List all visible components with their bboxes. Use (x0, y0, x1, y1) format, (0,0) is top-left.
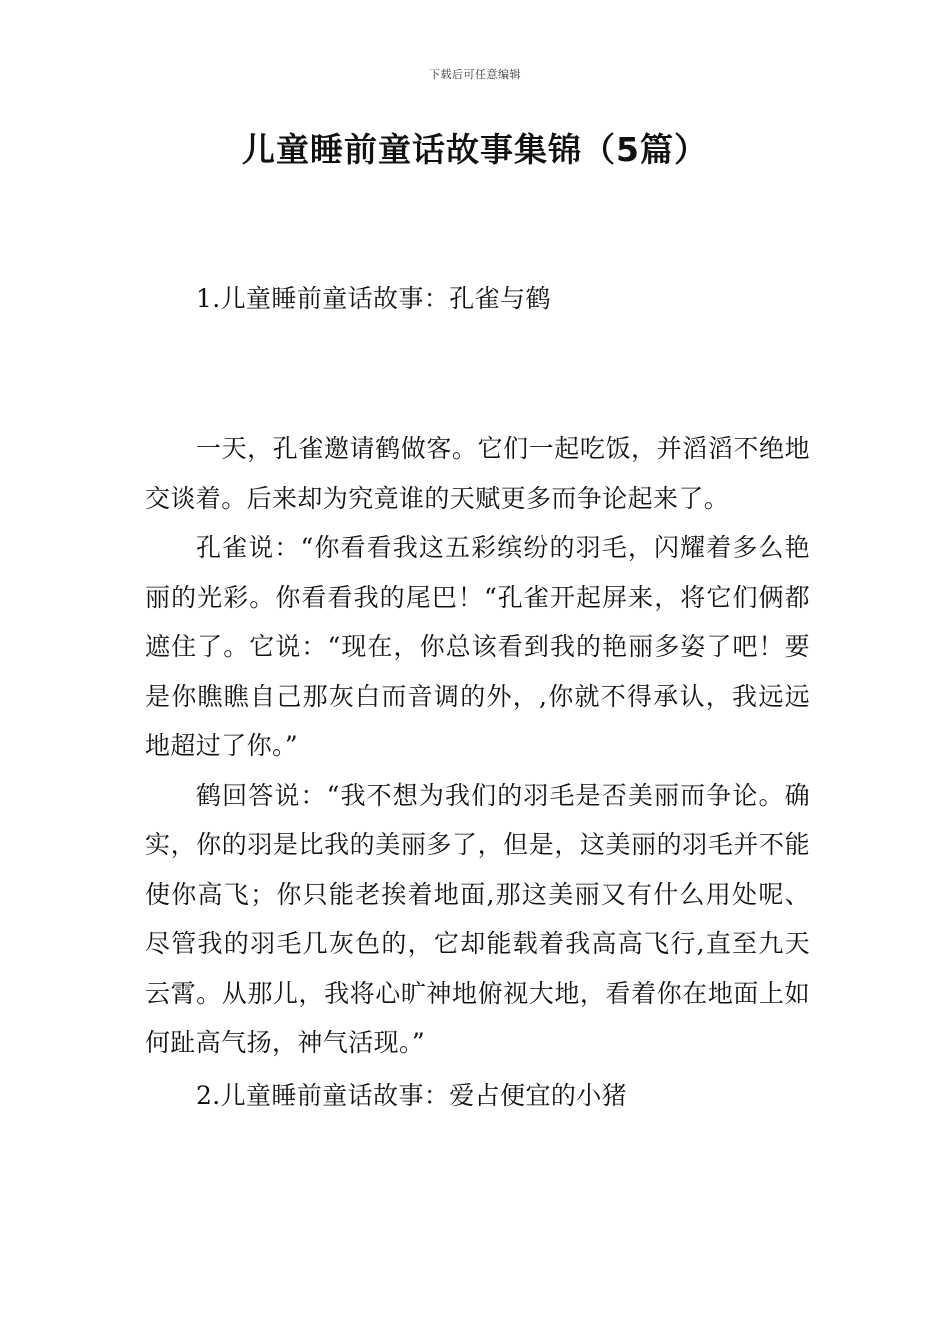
section-heading-1: 1.儿童睡前童话故事：孔雀与鹤 (196, 284, 551, 313)
paragraph-1: 一天，孔雀邀请鹤做客。它们一起吃饭，并滔滔不绝地交谈着。后来却为究竟谁的天赋更多而争论起来了。 (145, 434, 810, 513)
document-title: 儿童睡前童话故事集锦（5篇） (242, 130, 708, 169)
header-note: 下载后可任意编辑 (429, 68, 521, 81)
paragraph-2: 孔雀说：“你看看我这五彩缤纷的羽毛，闪耀着多么艳丽的光彩。你看看我的尾巴！“孔雀开起屏来，将它们俩都遮住了。它说：“现在，你总该看到我的艳丽多姿了吧！要是你瞧瞧自己那灰白而音调的外，,你就不得承认，我远远地超过了你。” (145, 533, 810, 760)
story-body (145, 424, 810, 1068)
paragraph-3: 鹤回答说：“我不想为我们的羽毛是否美丽而争论。确实，你的羽是比我的美丽多了，但是，这美丽的羽毛并不能使你高飞；你只能老挨着地面,那这美丽又有什么用处呢、尽管我的羽毛几灰色的，它却能载着我高高飞行,直至九天云霄。从那儿，我将心旷神地俯视大地，看着你在地面上如何趾高气扬，神气活现。” (145, 780, 810, 1057)
section-heading-2: 2.儿童睡前童话故事：爱占便宜的小猪 (196, 1081, 628, 1110)
